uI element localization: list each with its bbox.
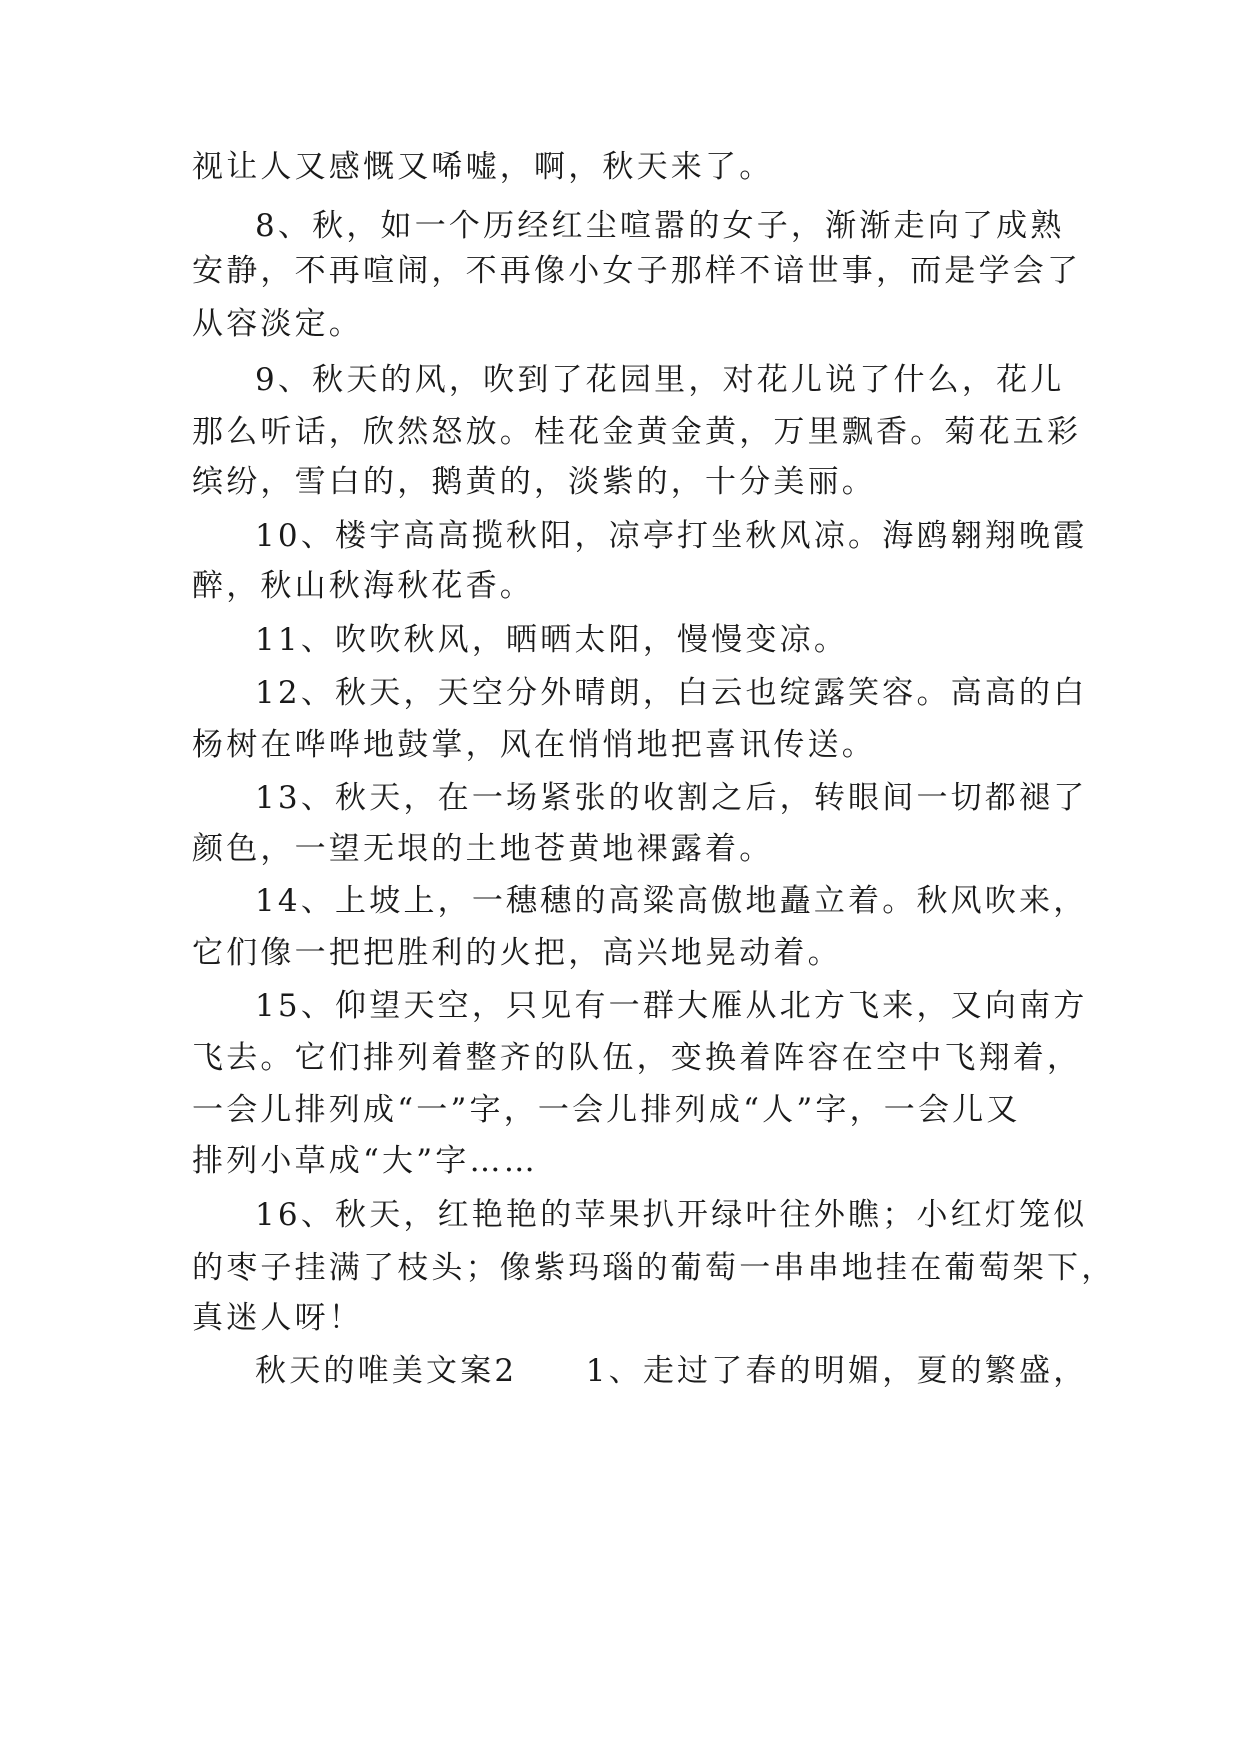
- text-line: 安静，不再喧闹，不再像小女子那样不谙世事，而是学会了: [192, 253, 1082, 289]
- text-line: 的枣子挂满了枝头；像紫玛瑙的葡萄一串串地挂在葡萄架下，: [192, 1250, 1116, 1286]
- text-line: 秋天的唯美文案2 1、走过了春的明媚，夏的繁盛，: [255, 1353, 1088, 1389]
- text-line: 真迷人呀！: [192, 1300, 363, 1336]
- text-line: 9、秋天的风，吹到了花园里，对花儿说了什么，花儿: [255, 362, 1065, 398]
- text-line: 那么听话，欣然怒放。桂花金黄金黄，万里飘香。菊花五彩: [192, 414, 1082, 450]
- text-line: 13、秋天，在一场紧张的收割之后，转眼间一切都褪了: [255, 780, 1088, 816]
- text-line: 排列小草成“大”字……: [192, 1143, 538, 1179]
- text-line: 14、上坡上，一穗穗的高粱高傲地矗立着。秋风吹来，: [255, 883, 1088, 919]
- text-line: 颜色，一望无垠的土地苍黄地裸露着。: [192, 831, 774, 867]
- text-line: 15、仰望天空，只见有一群大雁从北方飞来，又向南方: [255, 988, 1088, 1024]
- text-line: 飞去。它们排列着整齐的队伍，变换着阵容在空中飞翔着，: [192, 1040, 1082, 1076]
- text-line: 11、吹吹秋风，晒晒太阳，慢慢变凉。: [255, 622, 849, 658]
- text-line: 8、秋，如一个历经红尘喧嚣的女子，渐渐走向了成熟: [255, 208, 1065, 244]
- text-line: 一会儿排列成“一”字，一会儿排列成“人”字，一会儿又: [192, 1092, 1021, 1128]
- text-line: 视让人又感慨又唏嘘，啊，秋天来了。: [192, 149, 774, 185]
- text-line: 12、秋天，天空分外晴朗，白云也绽露笑容。高高的白: [255, 675, 1088, 711]
- text-line: 16、秋天，红艳艳的苹果扒开绿叶往外瞧；小红灯笼似: [255, 1197, 1088, 1233]
- text-line: 从容淡定。: [192, 306, 363, 342]
- text-line: 缤纷，雪白的，鹅黄的，淡紫的，十分美丽。: [192, 464, 876, 500]
- text-line: 醉，秋山秋海秋花香。: [192, 568, 534, 604]
- text-line: 10、楼宇高高揽秋阳，凉亭打坐秋风凉。海鸥翱翔晚霞: [255, 518, 1088, 554]
- text-line: 它们像一把把胜利的火把，高兴地晃动着。: [192, 935, 842, 971]
- text-line: 杨树在哗哗地鼓掌，风在悄悄地把喜讯传送。: [192, 727, 876, 763]
